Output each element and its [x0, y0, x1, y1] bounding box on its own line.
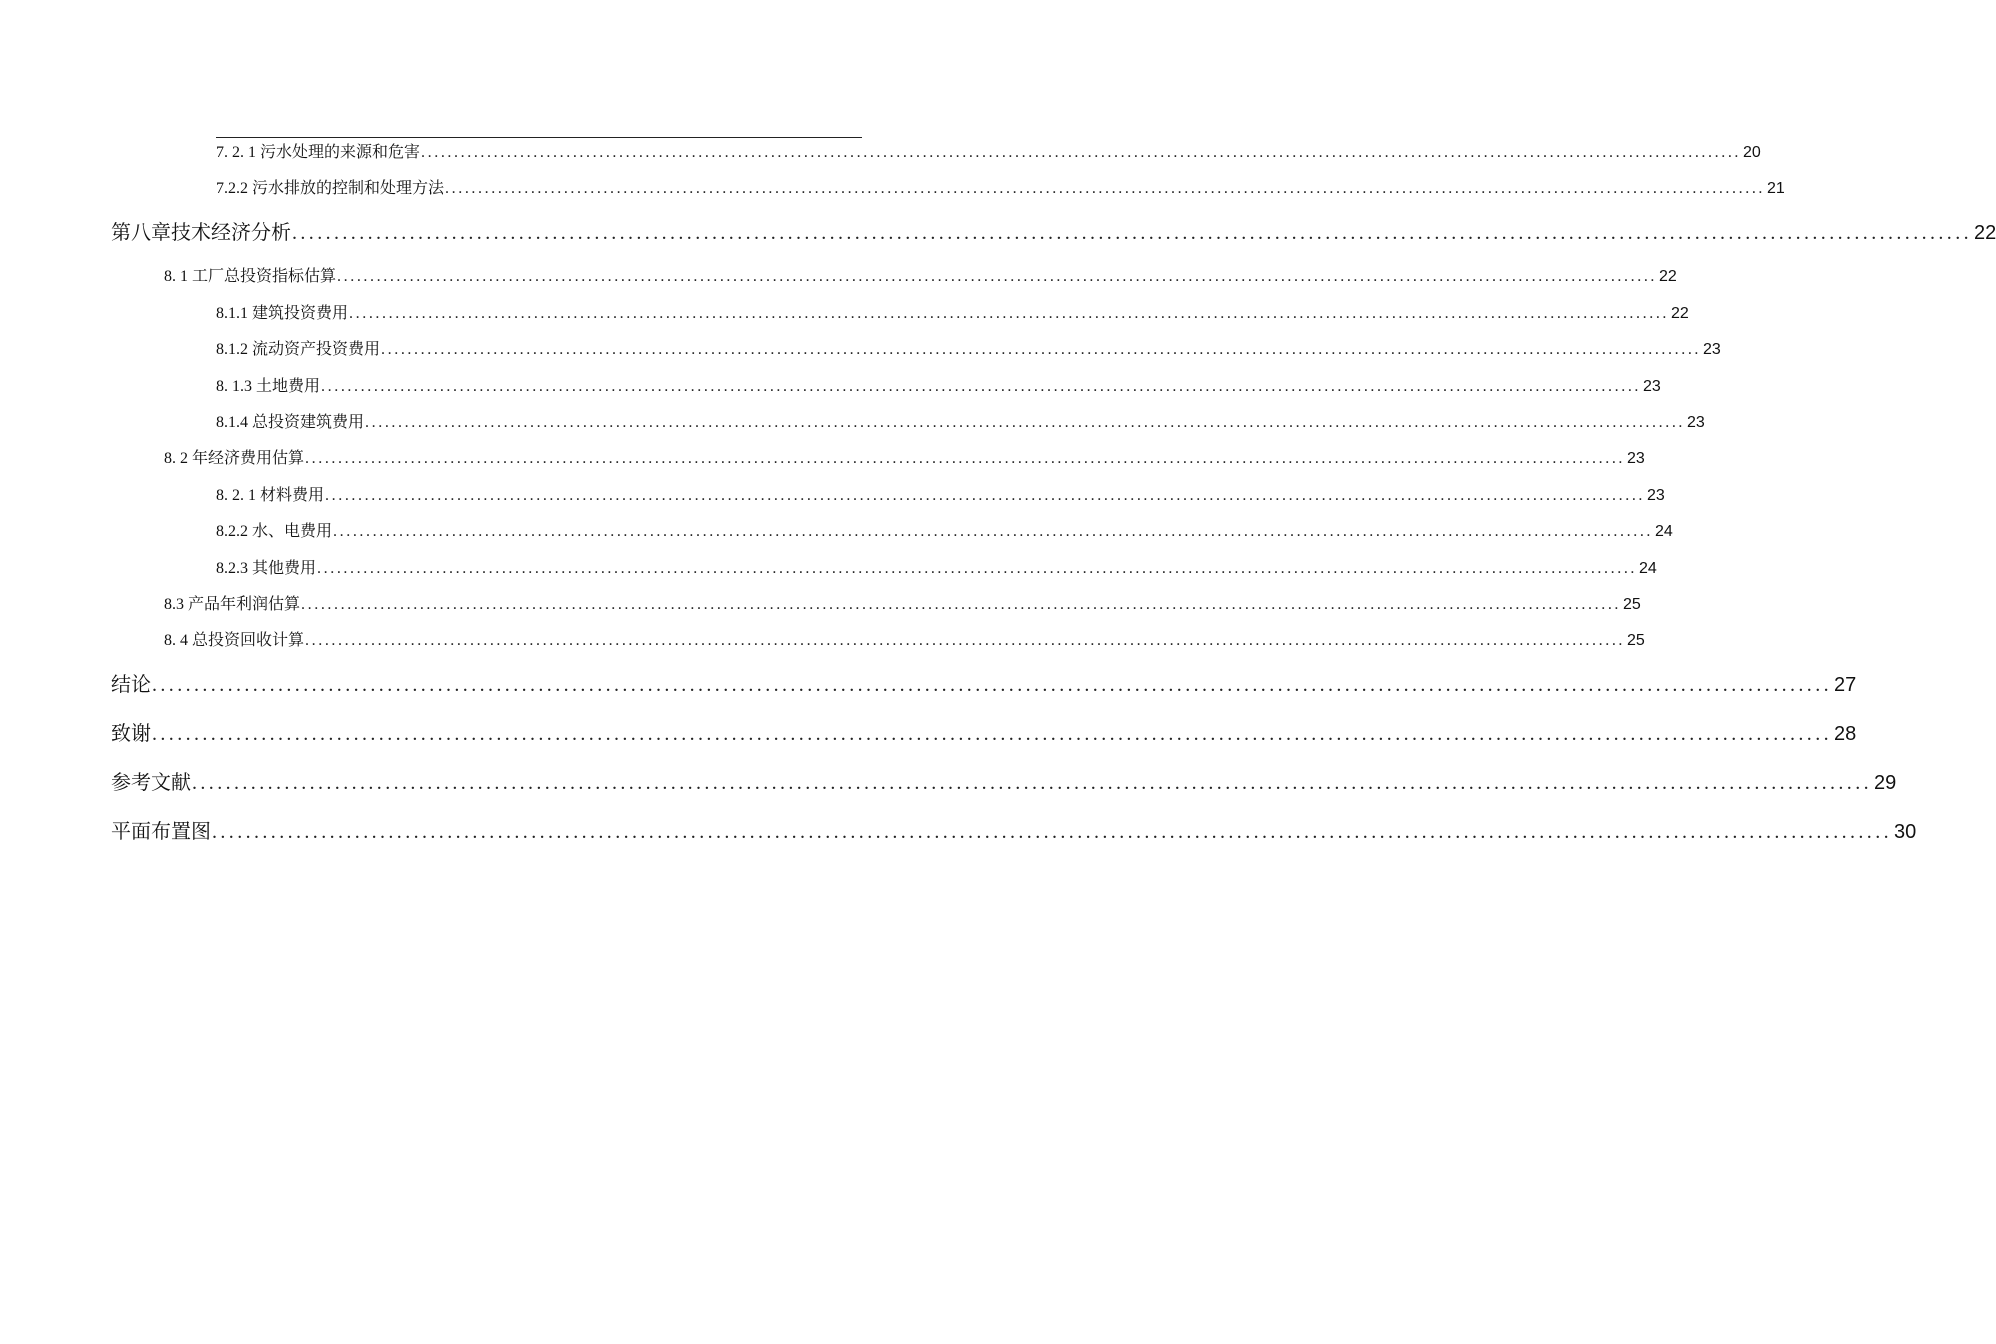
toc-entry-title: 8.2.2 水、电费用 — [216, 523, 333, 540]
toc-entry-page: 21 — [1767, 180, 1785, 197]
toc-entry-page: 23 — [1703, 341, 1721, 358]
toc-dot-leader: ........................................................................................................................................................................................................ — [321, 378, 1642, 395]
toc-entry-title: 8.1.4 总投资建筑费用 — [216, 414, 365, 431]
toc-entry[interactable] — [111, 815, 1917, 844]
toc-entry-page: 24 — [1639, 560, 1657, 577]
toc-entry[interactable] — [216, 175, 1785, 198]
toc-entry-page: 29 — [1874, 772, 1897, 794]
toc-dot-leader: ........................................................................................................................................................................................................ — [381, 341, 1702, 358]
toc-dot-leader: ........................................................................................................................................................................................................ — [325, 487, 1646, 504]
toc-entry-title: 8.2.3 其他费用 — [216, 560, 317, 577]
toc-dot-leader: ........................................................................................................................................................................................................ — [212, 821, 1892, 843]
toc-dot-leader: ........................................................................................................................................................................................................ — [421, 144, 1742, 161]
toc-entry[interactable] — [216, 409, 1705, 432]
toc-entry[interactable] — [216, 518, 1673, 541]
toc-entry-page: 22 — [1974, 222, 1996, 244]
toc-entry-page: 23 — [1647, 487, 1665, 504]
toc-entry[interactable] — [216, 555, 1657, 578]
toc-entry-title: 参考文献 — [111, 772, 191, 794]
toc-entry-page: 25 — [1627, 632, 1645, 649]
toc-entry-title: 7. 2. 1 污水处理的来源和危害 — [216, 144, 421, 161]
toc-dot-leader: ........................................................................................................................................................................................................ — [445, 180, 1766, 197]
toc-entry-title: 平面布置图 — [111, 821, 211, 843]
toc-entry-page: 27 — [1834, 674, 1857, 696]
toc-entry-page: 20 — [1743, 144, 1761, 161]
toc-entry-title: 8.1.2 流动资产投资费用 — [216, 341, 381, 358]
toc-entry[interactable] — [216, 373, 1661, 396]
toc-entry[interactable] — [164, 445, 1645, 468]
toc-dot-leader: ........................................................................................................................................................................................................ — [333, 523, 1654, 540]
toc-entry[interactable] — [111, 668, 1857, 697]
toc-dot-leader: ........................................................................................................................................................................................................ — [152, 723, 1832, 745]
toc-dot-leader: ........................................................................................................................................................................................................ — [192, 772, 1872, 794]
toc-entry-page: 30 — [1894, 821, 1917, 843]
toc-entry-title: 8. 4 总投资回收计算 — [164, 632, 305, 649]
toc-dot-leader: ........................................................................................................................................................................................................ — [349, 305, 1670, 322]
toc-entry-title: 8. 1 工厂总投资指标估算 — [164, 268, 337, 285]
toc-dot-leader: ........................................................................................................................................................................................................ — [365, 414, 1686, 431]
toc-dot-leader: ........................................................................................................................................................................................................ — [305, 632, 1626, 649]
toc-entry[interactable] — [111, 717, 1857, 746]
toc-entry[interactable] — [216, 139, 1761, 162]
toc-entry[interactable] — [216, 300, 1689, 323]
toc-entry-page: 24 — [1655, 523, 1673, 540]
toc-entry[interactable] — [216, 482, 1665, 505]
toc-entry[interactable] — [111, 766, 1897, 795]
top-rule — [216, 137, 862, 138]
toc-dot-leader: ........................................................................................................................................................................................................ — [317, 560, 1638, 577]
toc-entry-title: 第八章技术经济分析 — [111, 222, 291, 244]
toc-entry-title: 8.1.1 建筑投资费用 — [216, 305, 349, 322]
toc-entry[interactable] — [164, 263, 1677, 286]
toc-dot-leader: ........................................................................................................................................................................................................ — [337, 268, 1658, 285]
toc-entry-title: 8. 2. 1 材料费用 — [216, 487, 325, 504]
toc-entry-page: 23 — [1627, 450, 1645, 467]
toc-dot-leader: ........................................................................................................................................................................................................ — [292, 222, 1972, 244]
toc-entry-page: 22 — [1659, 268, 1677, 285]
toc-entry-title: 致谢 — [111, 723, 151, 745]
toc-entry[interactable] — [164, 627, 1645, 650]
toc-entry-title: 8.3 产品年利润估算 — [164, 596, 301, 613]
toc-entry-title: 7.2.2 污水排放的控制和处理方法 — [216, 180, 445, 197]
toc-entry-title: 8. 1.3 土地费用 — [216, 378, 321, 395]
toc-entry-title: 8. 2 年经济费用估算 — [164, 450, 305, 467]
toc-entry-page: 25 — [1623, 596, 1641, 613]
toc-entry[interactable] — [164, 591, 1641, 614]
toc-dot-leader: ........................................................................................................................................................................................................ — [152, 674, 1832, 696]
toc-entry-page: 28 — [1834, 723, 1857, 745]
toc-dot-leader: ........................................................................................................................................................................................................ — [301, 596, 1622, 613]
toc-entry-page: 23 — [1643, 378, 1661, 395]
toc-dot-leader: ........................................................................................................................................................................................................ — [305, 450, 1626, 467]
toc-entry[interactable] — [216, 336, 1721, 359]
toc-entry-page: 23 — [1687, 414, 1705, 431]
toc-entry[interactable] — [111, 216, 1996, 245]
toc-entry-page: 22 — [1671, 305, 1689, 322]
toc-entry-title: 结论 — [111, 674, 151, 696]
